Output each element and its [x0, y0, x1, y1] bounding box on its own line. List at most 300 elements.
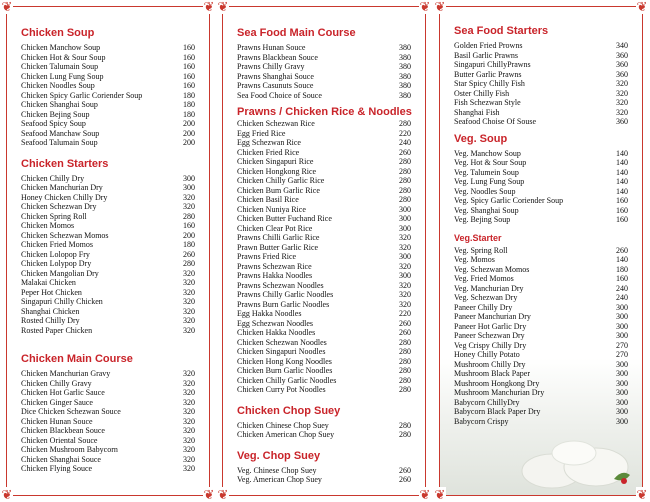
menu-item: [21, 269, 195, 279]
menu-item-name: Mushroom Manchurian Dry: [454, 388, 545, 397]
menu-item-price: 380: [399, 43, 411, 52]
menu-item-name: Chicken Fried Rice: [237, 147, 300, 157]
menu-item: [454, 196, 628, 206]
menu-item-price: 160: [183, 81, 195, 90]
menu-item: [237, 309, 411, 319]
menu-item: [454, 41, 628, 51]
menu-item: [237, 214, 411, 224]
menu-item-price: 320: [183, 278, 195, 287]
section-chicken-main: [21, 369, 195, 474]
menu-item-name: Babycorn ChillyDry: [454, 397, 520, 407]
menu-item-price: 280: [399, 195, 411, 204]
menu-item: [21, 288, 195, 298]
menu-item-price: 320: [183, 397, 195, 407]
menu-item-name: Chicken Fried Momos: [21, 240, 93, 249]
menu-item-name: Chicken Bum Garlic Rice: [237, 185, 320, 195]
menu-item: [237, 72, 411, 82]
menu-item: [21, 212, 195, 222]
menu-item-price: 280: [399, 375, 411, 385]
menu-item: [21, 81, 195, 91]
menu-item-price: 260: [399, 328, 411, 337]
menu-item-price: 360: [616, 60, 628, 69]
menu-item-price: 180: [183, 240, 195, 249]
menu-item-name: Chicken Flying Souce: [21, 464, 93, 473]
menu-item-price: 200: [183, 128, 195, 138]
menu-item-price: 280: [399, 166, 411, 176]
menu-item: [21, 62, 195, 72]
menu-item: [237, 167, 411, 177]
menu-item-price: 320: [183, 388, 195, 397]
menu-item-name: Chicken Hunan Souce: [21, 416, 93, 426]
menu-item-price: 320: [616, 107, 628, 117]
menu-item-price: 300: [399, 223, 411, 233]
menu-panel-left: [6, 6, 210, 496]
menu-item-price: 260: [399, 475, 411, 484]
menu-item: [237, 271, 411, 281]
menu-item-price: 180: [183, 109, 195, 119]
menu-item-price: 300: [616, 369, 628, 378]
menu-item-name: Chicken Hongkong Rice: [237, 166, 317, 176]
menu-item: [237, 43, 411, 53]
menu-item: [237, 328, 411, 338]
menu-item-name: Veg. Manchurian Dry: [454, 283, 524, 293]
ornament-icon: [0, 0, 14, 14]
menu-item-name: Chicken Lolypop Dry: [21, 259, 92, 268]
menu-item-price: 200: [183, 138, 195, 147]
menu-item-price: 320: [183, 306, 195, 316]
menu-item-price: 240: [616, 293, 628, 302]
menu-item: [21, 72, 195, 82]
menu-item-name: Veg. Schezwan Dry: [454, 293, 518, 302]
menu-item: [21, 221, 195, 231]
menu-item-name: Prawns Hunan Souce: [237, 43, 306, 52]
menu-item-name: Prawns Hakka Noodles: [237, 271, 313, 280]
menu-item-price: 280: [183, 211, 195, 221]
menu-item-name: Prawns Schezwan Noodles: [237, 280, 324, 290]
menu-item: [21, 379, 195, 389]
menu-item: [237, 224, 411, 234]
menu-item: [237, 347, 411, 357]
menu-item-name: Chicken Manchurian Gravy: [21, 369, 111, 378]
menu-item: [237, 205, 411, 215]
menu-item: [454, 265, 628, 275]
menu-item-price: 280: [399, 176, 411, 185]
menu-item-price: 240: [399, 138, 411, 147]
menu-item: [237, 243, 411, 253]
menu-item-name: Butter Garlic Prawns: [454, 69, 522, 79]
menu-item-price: 160: [616, 274, 628, 283]
ornament-icon: [433, 488, 447, 502]
menu-item: [21, 43, 195, 53]
menu-item-name: Chicken Chinese Chop Suey: [237, 420, 329, 430]
menu-item-price: 320: [616, 79, 628, 88]
menu-item-name: Golden Fried Prowns: [454, 41, 523, 50]
menu-item-name: Chicken Chilly Gravy: [21, 378, 92, 388]
menu-item-price: 360: [616, 69, 628, 79]
section-title-chicken-main: Chicken Main Course: [21, 353, 133, 365]
menu-item: [21, 455, 195, 465]
menu-item-name: Chicken Butter Fuchand Rice: [237, 214, 332, 223]
menu-item: [237, 262, 411, 272]
menu-item: [21, 407, 195, 417]
menu-item: [454, 341, 628, 351]
menu-item: [237, 157, 411, 167]
menu-item-name: Chicken Hakka Noodles: [237, 328, 316, 337]
menu-item-price: 270: [616, 340, 628, 350]
menu-item-name: Paneer Hot Garlic Dry: [454, 321, 527, 331]
menu-item: [454, 360, 628, 370]
menu-item-price: 220: [399, 309, 411, 318]
menu-item-price: 140: [616, 177, 628, 186]
menu-item-name: Egg Fried Rice: [237, 128, 286, 138]
menu-item: [237, 385, 411, 395]
menu-item-price: 320: [183, 316, 195, 325]
menu-item-name: Chicken Chilly Garlic Rice: [237, 176, 325, 185]
menu-item-price: 160: [616, 205, 628, 215]
menu-item: [21, 129, 195, 139]
ornament-icon: [216, 0, 230, 14]
menu-panel-middle: [222, 6, 426, 496]
menu-item-price: 300: [616, 407, 628, 416]
menu-item-price: 380: [399, 62, 411, 71]
menu-item-name: Chicken Manchurian Dry: [21, 183, 103, 192]
menu-item-name: Dice Chicken Schezwan Souce: [21, 407, 121, 416]
ornament-icon: [433, 0, 447, 14]
menu-item-price: 280: [399, 337, 411, 347]
menu-item-price: 240: [616, 283, 628, 293]
menu-item: [454, 177, 628, 187]
menu-item: [454, 331, 628, 341]
menu-item-price: 320: [183, 454, 195, 464]
menu-item-name: Chicken Burn Garlic Noodles: [237, 366, 333, 375]
section-veg-chop-suey: [237, 466, 411, 485]
menu-item: [21, 445, 195, 455]
menu-item-name: Mushroom Black Paper: [454, 369, 530, 378]
menu-item-name: Oster Chilly Fish: [454, 88, 510, 98]
ornament-icon: [202, 0, 216, 14]
menu-item: [454, 117, 628, 127]
section-title-veg-chop-suey: Veg. Chop Suey: [237, 449, 321, 462]
menu-item-name: Singapuri ChillyPrawns: [454, 60, 531, 69]
menu-item-name: Chicken Schezwan Dry: [21, 202, 97, 211]
menu-item-price: 320: [399, 280, 411, 290]
menu-item: [454, 293, 628, 303]
menu-item-price: 280: [399, 385, 411, 394]
menu-item-price: 260: [183, 249, 195, 259]
menu-item-name: Prawns Schezwan Rice: [237, 261, 312, 271]
menu-item-price: 160: [183, 71, 195, 81]
menu-item: [454, 70, 628, 80]
section-veg-soup: [454, 149, 628, 225]
menu-item-price: 320: [183, 297, 195, 306]
menu-item-name: Seafood Choise Of Souse: [454, 117, 536, 126]
menu-item-name: Sea Food Choice of Souce: [237, 90, 322, 100]
menu-item: [454, 398, 628, 408]
menu-item-name: Paneer Schezwan Dry: [454, 331, 525, 340]
menu-item-name: Chicken Spicy Garlic Coriender Soup: [21, 90, 143, 100]
ornament-icon: [418, 0, 432, 14]
menu-item-name: Egg Hakka Noodles: [237, 309, 302, 318]
menu-item-price: 300: [399, 271, 411, 280]
menu-item-name: Veg. Momos: [454, 255, 495, 264]
menu-item-price: 200: [183, 119, 195, 128]
menu-item-name: Chicken Chilly Garlic Noodles: [237, 375, 337, 385]
menu-item: [237, 119, 411, 129]
menu-item-name: Veg. Bejing Soup: [454, 215, 511, 224]
menu-item: [237, 366, 411, 376]
menu-item-price: 220: [399, 128, 411, 138]
menu-item-price: 300: [183, 183, 195, 192]
menu-item: [21, 193, 195, 203]
menu-item-price: 320: [399, 233, 411, 242]
menu-item-price: 320: [399, 290, 411, 299]
section-chicken-starters: [21, 174, 195, 336]
menu-item: [454, 149, 628, 159]
menu-item-price: 320: [183, 378, 195, 388]
section-seafood-main: [237, 43, 411, 100]
menu-item: [454, 215, 628, 225]
menu-item-name: Prawns Fried Rice: [237, 252, 297, 261]
menu-item: [21, 369, 195, 379]
menu-item: [454, 255, 628, 265]
menu-item: [21, 138, 195, 148]
menu-item: [237, 475, 411, 485]
menu-item-name: Prawns Blackbean Souce: [237, 52, 318, 62]
menu-item-name: Veg. Lung Fung Soup: [454, 177, 525, 186]
menu-item: [21, 464, 195, 474]
menu-item-price: 320: [183, 202, 195, 211]
menu-item: [237, 148, 411, 158]
menu-item: [21, 202, 195, 212]
menu-item-name: Prawns Shanghai Souce: [237, 71, 314, 81]
menu-item-price: 300: [616, 397, 628, 407]
menu-item-price: 360: [616, 50, 628, 60]
menu-item-name: Basil Garlic Prawns: [454, 50, 518, 60]
menu-item-price: 320: [183, 325, 195, 335]
ornament-icon: [418, 488, 432, 502]
menu-item: [237, 430, 411, 440]
menu-item: [454, 379, 628, 389]
ornament-icon: [635, 488, 649, 502]
menu-item: [454, 98, 628, 108]
menu-item-name: Chicken Noodles Soup: [21, 81, 95, 90]
menu-item: [237, 233, 411, 243]
menu-item-price: 260: [616, 245, 628, 255]
menu-item-price: 300: [616, 416, 628, 426]
menu-item-name: Honey Chicken Chilly Dry: [21, 192, 108, 202]
menu-item-price: 140: [616, 167, 628, 177]
menu-item-name: Chicken Shanghai Souce: [21, 454, 101, 464]
menu-item: [237, 376, 411, 386]
menu-item: [21, 100, 195, 110]
menu-item-name: Seafood Manchaw Soup: [21, 128, 100, 138]
menu-item: [237, 319, 411, 329]
menu-item: [237, 195, 411, 205]
menu-item: [21, 398, 195, 408]
menu-item: [21, 297, 195, 307]
menu-item-price: 320: [616, 98, 628, 107]
section-title-seafood-main: Sea Food Main Course: [237, 27, 356, 39]
menu-item-price: 140: [616, 186, 628, 196]
menu-item-name: Chicken Schezwan Rice: [237, 119, 315, 128]
menu-item-price: 300: [616, 378, 628, 388]
menu-item-price: 160: [616, 196, 628, 205]
menu-item-name: Veg. American Chop Suey: [237, 475, 322, 484]
menu-item: [454, 369, 628, 379]
menu-item-name: Rosted Chilly Dry: [21, 316, 80, 325]
menu-item-name: Seafood Spicy Soup: [21, 119, 86, 128]
menu-item-price: 140: [616, 255, 628, 264]
menu-item: [454, 274, 628, 284]
menu-item-name: Chicken Lung Fung Soup: [21, 71, 104, 81]
menu-item-name: Chicken Hot & Sour Soup: [21, 52, 106, 62]
menu-item: [237, 186, 411, 196]
section-title-veg-soup: Veg. Soup: [454, 132, 508, 145]
menu-item-price: 140: [616, 158, 628, 167]
menu-item-name: Chicken Basil Rice: [237, 195, 299, 204]
menu-item-price: 320: [183, 192, 195, 202]
section-title-chicken-starters: Chicken Starters: [21, 157, 109, 170]
ornament-icon: [216, 488, 230, 502]
section-title-rice-noodles: Prawns / Chicken Rice & Noodles: [237, 106, 412, 118]
menu-item: [454, 388, 628, 398]
menu-item-price: 320: [183, 435, 195, 445]
menu-item-price: 300: [616, 388, 628, 397]
menu-item: [21, 259, 195, 269]
menu-item-name: Chicken Shanghai Soup: [21, 100, 98, 109]
menu-item-price: 180: [183, 100, 195, 109]
menu-item: [21, 417, 195, 427]
menu-item: [21, 240, 195, 250]
menu-item: [21, 119, 195, 129]
menu-item-name: Prawns Chilly Gravy: [237, 62, 305, 71]
menu-item: [237, 421, 411, 431]
menu-item-price: 280: [399, 157, 411, 166]
menu-item-price: 320: [183, 369, 195, 378]
menu-item-price: 300: [616, 302, 628, 312]
menu-item: [237, 53, 411, 63]
menu-item: [454, 246, 628, 256]
menu-item-name: Veg. Noodles Soup: [454, 186, 516, 196]
menu-item: [237, 81, 411, 91]
menu-item: [454, 312, 628, 322]
menu-item-price: 160: [183, 62, 195, 71]
menu-item-name: Chicken Curry Pot Noodles: [237, 385, 326, 394]
menu-item: [21, 250, 195, 260]
menu-item: [21, 388, 195, 398]
ornament-icon: [635, 0, 649, 14]
menu-item-price: 280: [399, 356, 411, 366]
menu-item-name: Mushroom Chilly Dry: [454, 359, 526, 369]
menu-item: [454, 79, 628, 89]
menu-item: [21, 183, 195, 193]
section-title-seafood-starters: Sea Food Starters: [454, 25, 549, 37]
menu-item-price: 300: [399, 204, 411, 214]
menu-item-name: Chicken Blackbean Souce: [21, 426, 105, 435]
menu-item-name: Veg. Manchow Soup: [454, 148, 521, 158]
menu-item-price: 340: [616, 41, 628, 50]
menu-item-price: 300: [399, 214, 411, 223]
menu-item-price: 280: [399, 366, 411, 375]
menu-item-name: Paneer Manchurian Dry: [454, 312, 531, 321]
menu-item-name: Veg. Talumein Soup: [454, 167, 519, 177]
menu-item-name: Peper Hot Chicken: [21, 287, 82, 297]
menu-item: [237, 62, 411, 72]
menu-item-name: Rosted Paper Chicken: [21, 325, 93, 335]
menu-item-price: 300: [616, 312, 628, 321]
menu-item: [454, 187, 628, 197]
menu-item-price: 160: [183, 52, 195, 62]
section-rice-noodles: [237, 119, 411, 395]
menu-item-name: Babycorn Crispy: [454, 416, 509, 426]
section-chicken-chop-suey: [237, 421, 411, 440]
menu-item-price: 160: [183, 221, 195, 230]
menu-item: [21, 53, 195, 63]
section-title-chicken-soup: Chicken Soup: [21, 27, 95, 39]
menu-item-name: Prawns Chilly Garlic Noodles: [237, 290, 334, 299]
menu-item-name: Chicken Momos: [21, 221, 75, 230]
menu-item-price: 260: [399, 147, 411, 157]
menu-item-name: Egg Schezwan Rice: [237, 138, 301, 147]
menu-item: [237, 466, 411, 476]
menu-item-price: 320: [183, 416, 195, 426]
menu-item-name: Prawns Casunuts Souce: [237, 81, 314, 90]
menu-item: [21, 91, 195, 101]
menu-item: [454, 303, 628, 313]
menu-item-name: Paneer Chilly Dry: [454, 302, 513, 312]
menu-item-price: 300: [616, 331, 628, 340]
menu-item-name: Shanghai Chicken: [21, 306, 80, 316]
menu-item-price: 360: [616, 117, 628, 126]
menu-item-name: Chicken Nuniya Rice: [237, 204, 306, 214]
menu-item: [454, 168, 628, 178]
menu-item-price: 380: [399, 90, 411, 100]
menu-item-name: Honey Chilly Potato: [454, 350, 520, 359]
menu-item-name: Chicken Bejing Soup: [21, 109, 90, 119]
menu-item-price: 160: [616, 215, 628, 224]
menu-item-price: 280: [399, 119, 411, 128]
menu-item: [237, 357, 411, 367]
menu-item-price: 300: [399, 252, 411, 261]
dumplings-image: [514, 416, 634, 489]
menu-item: [21, 307, 195, 317]
menu-item-name: Chicken Lolopop Fry: [21, 249, 90, 259]
menu-item-name: Prawn Butter Garlic Rice: [237, 242, 319, 252]
menu-item-price: 180: [183, 90, 195, 100]
menu-item-price: 300: [616, 359, 628, 369]
menu-item-name: Chicken Singapuri Noodles: [237, 347, 326, 356]
menu-item-name: Seafood Talumain Soup: [21, 138, 98, 147]
menu-item-name: Veg Crispy Chilly Dry: [454, 340, 527, 350]
menu-item-price: 320: [399, 242, 411, 252]
menu-item: [454, 284, 628, 294]
menu-item: [454, 108, 628, 118]
menu-item-name: Chicken Oriental Souce: [21, 435, 98, 445]
menu-item: [21, 436, 195, 446]
menu-item-price: 300: [183, 173, 195, 183]
section-title-veg-starter: Veg.Starter: [454, 232, 502, 243]
menu-item-name: Chicken Spring Roll: [21, 211, 87, 221]
menu-item-name: Chicken Mushroom Babycorn: [21, 445, 118, 454]
menu-item-name: Veg. Hot & Sour Soup: [454, 158, 527, 167]
menu-item-price: 270: [616, 350, 628, 359]
menu-item-name: Veg. Shanghai Soup: [454, 205, 519, 215]
menu-item: [237, 300, 411, 310]
menu-item-name: Chicken Hot Garlic Sauce: [21, 388, 105, 397]
menu-item: [454, 407, 628, 417]
menu-item-price: 320: [183, 268, 195, 278]
menu-item-price: 300: [616, 321, 628, 331]
